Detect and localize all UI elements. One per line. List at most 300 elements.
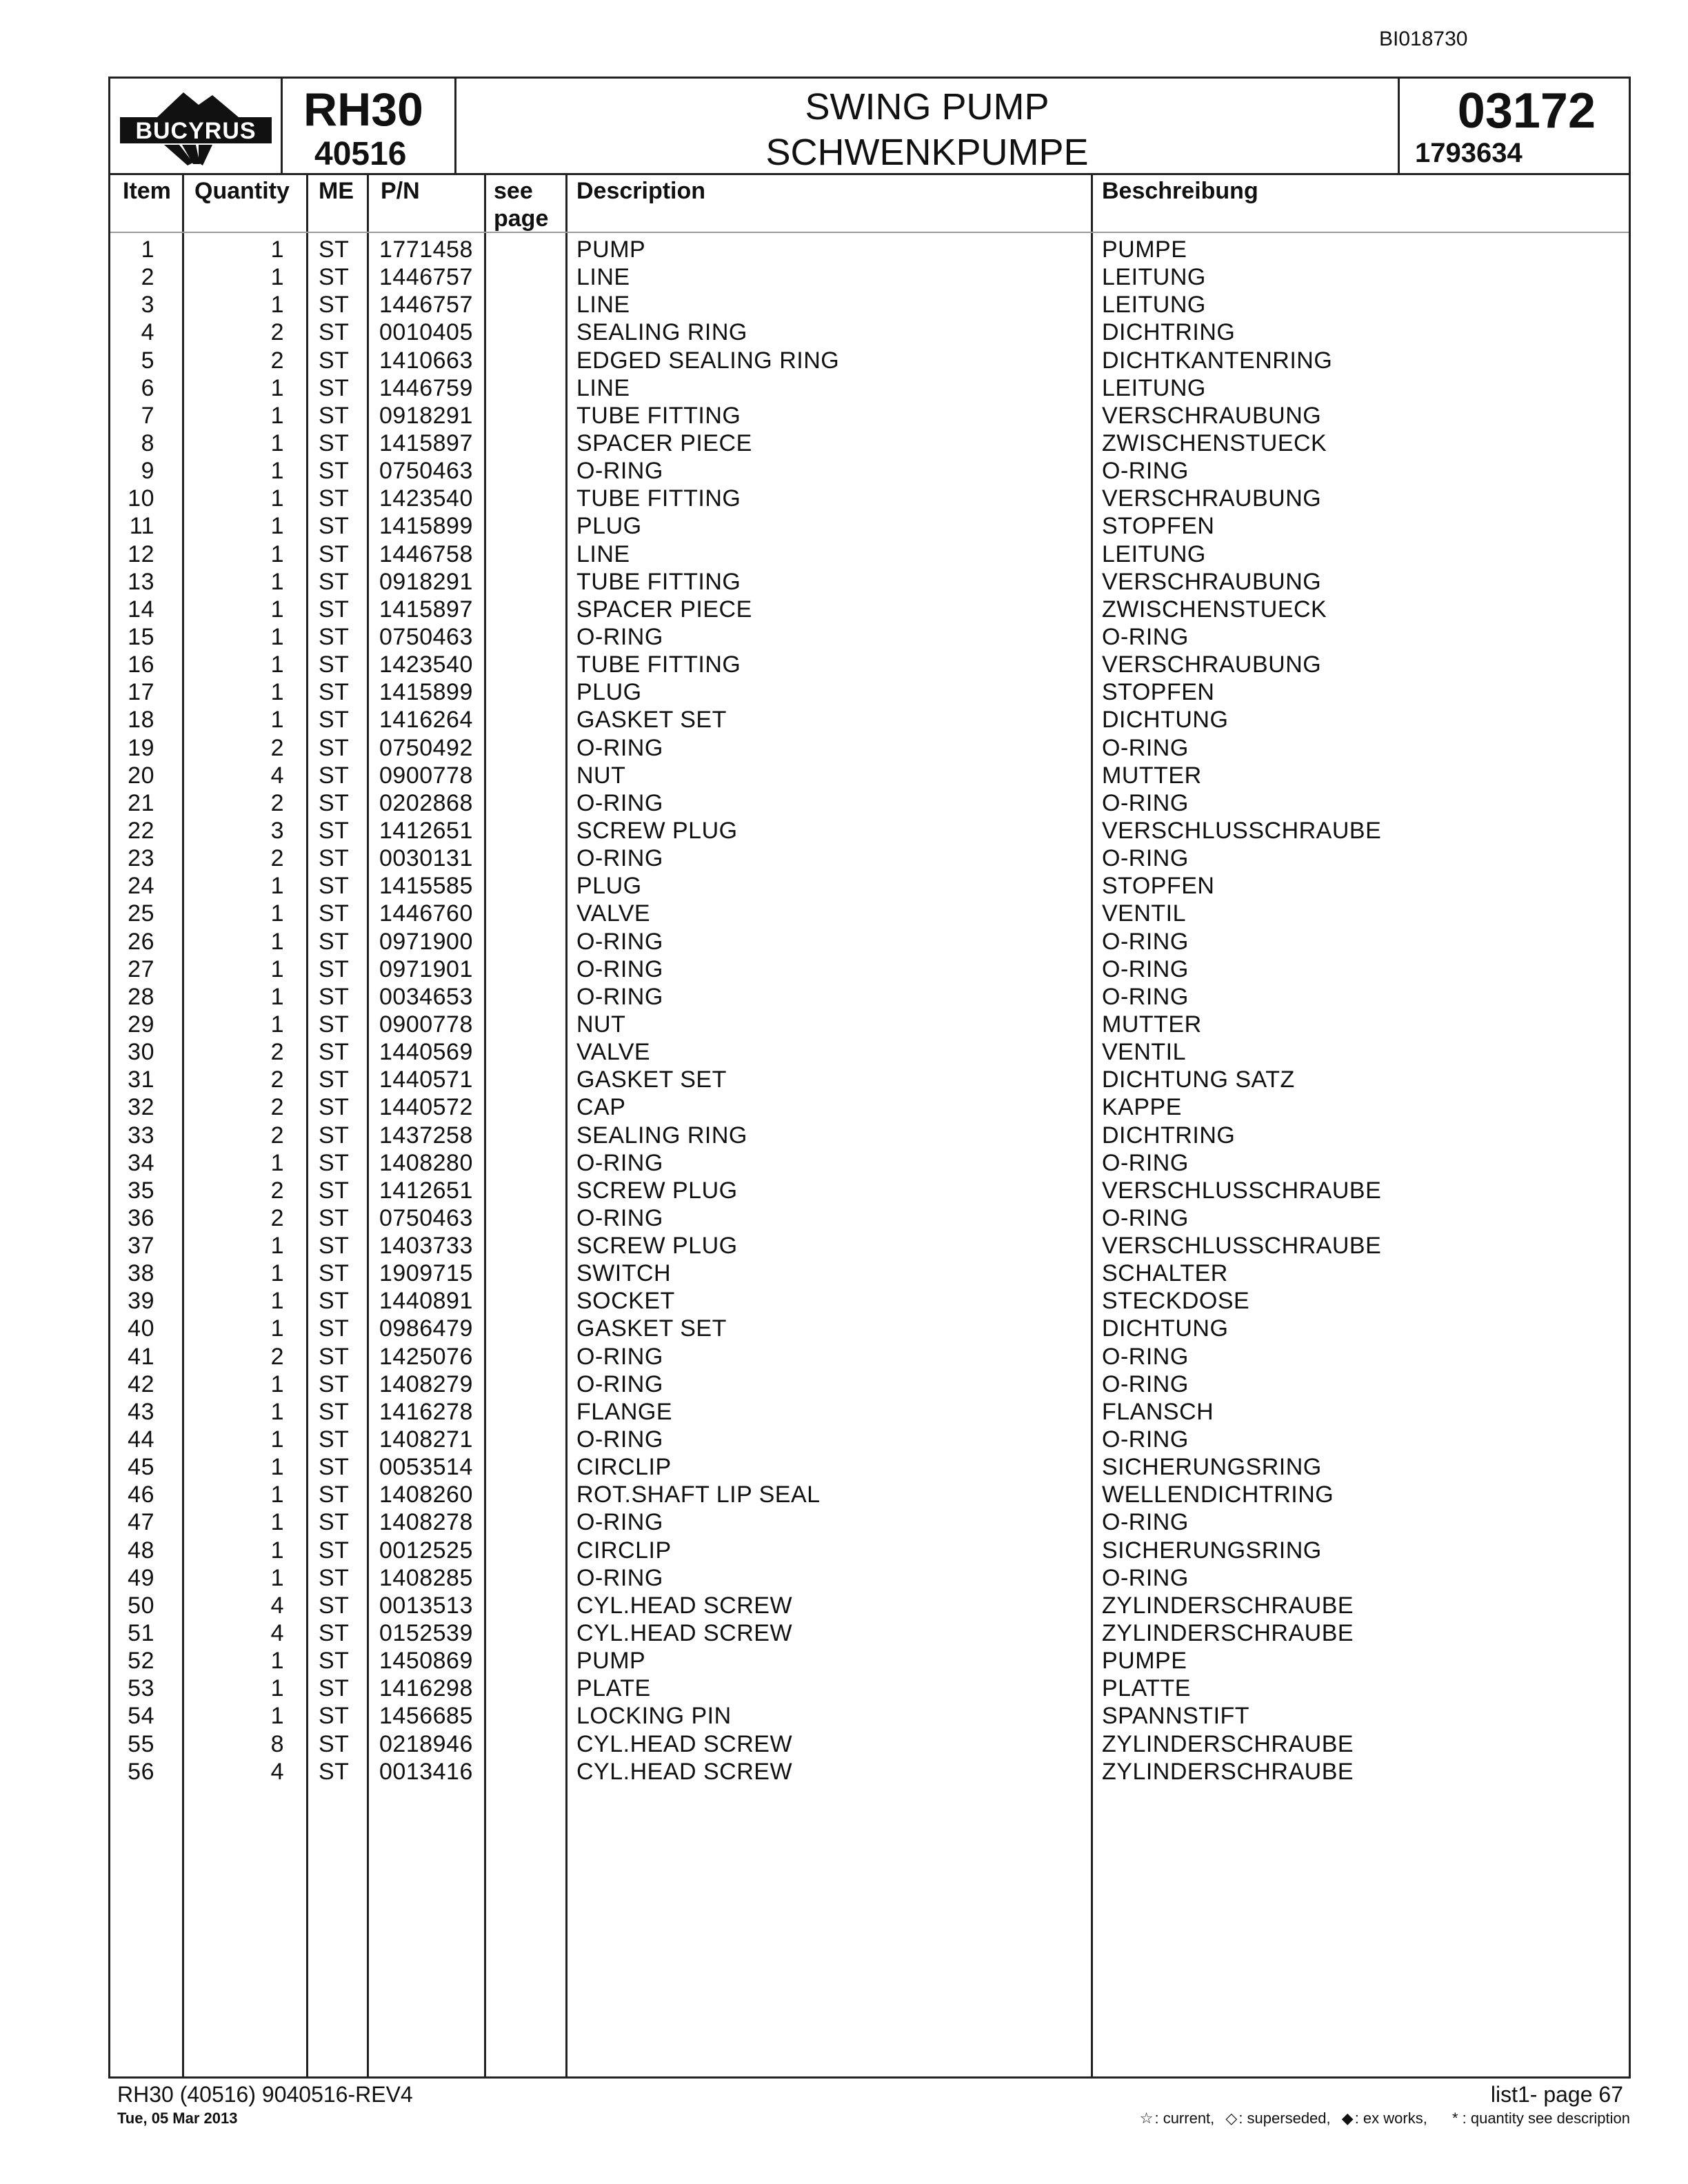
- description: O-RING: [576, 1343, 663, 1370]
- table-row: [110, 485, 1629, 512]
- title-english: SWING PUMP: [805, 86, 1049, 128]
- unit: ST: [319, 651, 350, 678]
- table-row: [110, 623, 1629, 651]
- beschreibung: DICHTKANTENRING: [1102, 347, 1333, 374]
- beschreibung: DICHTUNG: [1102, 1315, 1229, 1342]
- description: O-RING: [576, 789, 663, 816]
- unit: ST: [319, 1426, 350, 1453]
- quantity: 1: [270, 568, 284, 595]
- table-row: [110, 1730, 1629, 1758]
- beschreibung: STOPFEN: [1102, 513, 1215, 540]
- item-number: 13: [128, 568, 154, 595]
- item-number: 27: [128, 956, 154, 982]
- beschreibung: VERSCHLUSSCHRAUBE: [1102, 1233, 1382, 1260]
- description: GASKET SET: [576, 707, 727, 734]
- item-number: 17: [128, 679, 154, 706]
- description: CYL.HEAD SCREW: [576, 1730, 793, 1757]
- table-row: [110, 678, 1629, 706]
- table-row: [110, 928, 1629, 956]
- quantity: 3: [270, 817, 284, 844]
- beschreibung: VENTIL: [1102, 900, 1187, 927]
- part-number: 1415899: [379, 513, 473, 540]
- beschreibung: O-RING: [1102, 928, 1189, 955]
- description: NUT: [576, 762, 626, 789]
- legend-current: : current,: [1154, 2110, 1215, 2127]
- beschreibung: VERSCHLUSSCHRAUBE: [1102, 817, 1382, 844]
- item-number: 18: [128, 707, 154, 734]
- item-number: 9: [141, 458, 154, 485]
- model-number: 40516: [314, 136, 407, 172]
- part-number: 1446757: [379, 292, 473, 318]
- table-row: [110, 1426, 1629, 1453]
- beschreibung: SCHALTER: [1102, 1260, 1228, 1287]
- bucyrus-logo: [110, 79, 283, 173]
- item-number: 22: [128, 817, 154, 844]
- item-number: 1: [141, 236, 154, 263]
- quantity: 1: [270, 983, 284, 1010]
- item-number: 20: [128, 762, 154, 789]
- item-number: 31: [128, 1066, 154, 1093]
- beschreibung: O-RING: [1102, 1426, 1189, 1453]
- title-german: SCHWENKPUMPE: [765, 132, 1089, 173]
- unit: ST: [319, 1648, 350, 1675]
- footer-page: list1- page 67: [1490, 2082, 1623, 2107]
- part-number: 0012525: [379, 1537, 473, 1564]
- footer-date: Tue, 05 Mar 2013: [117, 2110, 238, 2127]
- item-number: 7: [141, 402, 154, 429]
- table-row: [110, 1508, 1629, 1536]
- quantity: 1: [270, 1371, 284, 1397]
- beschreibung: DICHTRING: [1102, 319, 1236, 346]
- part-number: 1415897: [379, 429, 473, 456]
- item-number: 35: [128, 1177, 154, 1204]
- table-row: [110, 374, 1629, 402]
- item-number: 44: [128, 1426, 154, 1453]
- model-name: RH30: [303, 83, 423, 136]
- unit: ST: [319, 513, 350, 540]
- beschreibung: ZWISCHENSTUECK: [1102, 596, 1327, 623]
- col-header-item: Item: [123, 178, 171, 204]
- quantity: 1: [270, 264, 284, 291]
- quantity: 1: [270, 679, 284, 706]
- table-row: [110, 512, 1629, 540]
- part-number: 1412651: [379, 817, 473, 844]
- quantity: 1: [270, 1233, 284, 1260]
- table-row: [110, 1453, 1629, 1481]
- beschreibung: ZYLINDERSCHRAUBE: [1102, 1592, 1354, 1619]
- description: TUBE FITTING: [576, 651, 741, 678]
- part-number: 0986479: [379, 1315, 473, 1342]
- part-number: 0013416: [379, 1758, 473, 1785]
- item-number: 8: [141, 429, 154, 456]
- beschreibung: KAPPE: [1102, 1094, 1182, 1121]
- beschreibung: SPANNSTIFT: [1102, 1703, 1250, 1730]
- quantity: 1: [270, 1315, 284, 1342]
- description: O-RING: [576, 845, 663, 872]
- item-number: 55: [128, 1730, 154, 1757]
- quantity: 4: [270, 762, 284, 789]
- table-row: [110, 1315, 1629, 1342]
- part-number: 1423540: [379, 485, 473, 512]
- item-number: 32: [128, 1094, 154, 1121]
- description: SPACER PIECE: [576, 596, 752, 623]
- table-row: [110, 1619, 1629, 1647]
- part-number: 1416264: [379, 707, 473, 734]
- description: PLUG: [576, 679, 642, 706]
- part-number: 1440572: [379, 1094, 473, 1121]
- quantity: 1: [270, 1648, 284, 1675]
- item-number: 2: [141, 264, 154, 291]
- description: TUBE FITTING: [576, 568, 741, 595]
- unit: ST: [319, 1149, 350, 1176]
- part-number: 1440571: [379, 1066, 473, 1093]
- part-number: 1456685: [379, 1703, 473, 1730]
- unit: ST: [319, 236, 350, 263]
- beschreibung: PLATTE: [1102, 1675, 1191, 1702]
- description: O-RING: [576, 956, 663, 982]
- table-row: [110, 651, 1629, 678]
- table-row: [110, 1481, 1629, 1508]
- description: TUBE FITTING: [576, 402, 741, 429]
- table-row: [110, 1343, 1629, 1371]
- quantity: 1: [270, 1703, 284, 1730]
- unit: ST: [319, 623, 350, 650]
- description: LOCKING PIN: [576, 1703, 732, 1730]
- description: O-RING: [576, 1509, 663, 1536]
- description: CYL.HEAD SCREW: [576, 1620, 793, 1647]
- quantity: 1: [270, 540, 284, 567]
- part-number: 1450869: [379, 1648, 473, 1675]
- description: GASKET SET: [576, 1315, 727, 1342]
- table-row: [110, 845, 1629, 872]
- quantity: 1: [270, 1509, 284, 1536]
- unit: ST: [319, 679, 350, 706]
- unit: ST: [319, 1730, 350, 1757]
- quantity: 1: [270, 1537, 284, 1564]
- description: O-RING: [576, 623, 663, 650]
- unit: ST: [319, 1122, 350, 1149]
- part-number: 1909715: [379, 1260, 473, 1287]
- beschreibung: ZYLINDERSCHRAUBE: [1102, 1758, 1354, 1785]
- description: O-RING: [576, 983, 663, 1010]
- unit: ST: [319, 983, 350, 1010]
- item-number: 49: [128, 1564, 154, 1591]
- description: FLANGE: [576, 1398, 673, 1425]
- quantity: 4: [270, 1620, 284, 1647]
- part-number: 0750463: [379, 458, 473, 485]
- description: SCREW PLUG: [576, 817, 738, 844]
- item-number: 41: [128, 1343, 154, 1370]
- table-row: [110, 1122, 1629, 1149]
- unit: ST: [319, 1204, 350, 1231]
- item-number: 28: [128, 983, 154, 1010]
- unit: ST: [319, 402, 350, 429]
- parts-list: [110, 236, 1629, 1786]
- unit: ST: [319, 540, 350, 567]
- description: SPACER PIECE: [576, 429, 752, 456]
- part-number: 1408285: [379, 1564, 473, 1591]
- description: PLUG: [576, 873, 642, 900]
- unit: ST: [319, 292, 350, 318]
- description: LINE: [576, 292, 630, 318]
- diamond-outline-icon: ◇: [1225, 2110, 1238, 2127]
- item-number: 5: [141, 347, 154, 374]
- part-number: 1446758: [379, 540, 473, 567]
- col-header-pn: P/N: [381, 178, 420, 204]
- unit: ST: [319, 568, 350, 595]
- description: SEALING RING: [576, 1122, 747, 1149]
- description: PLUG: [576, 513, 642, 540]
- table-row: [110, 1204, 1629, 1232]
- part-number: 1423540: [379, 651, 473, 678]
- table-row: [110, 347, 1629, 374]
- beschreibung: O-RING: [1102, 983, 1189, 1010]
- table-row: [110, 596, 1629, 623]
- table-row: [110, 706, 1629, 734]
- parts-sheet: [108, 77, 1631, 2079]
- table-row: [110, 1149, 1629, 1177]
- part-number: 0218946: [379, 1730, 473, 1757]
- part-number: 0034653: [379, 983, 473, 1010]
- description: LINE: [576, 264, 630, 291]
- item-number: 54: [128, 1703, 154, 1730]
- item-number: 21: [128, 789, 154, 816]
- item-number: 11: [129, 513, 154, 540]
- quantity: 2: [270, 319, 284, 346]
- table-row: [110, 1398, 1629, 1426]
- quantity: 1: [270, 1675, 284, 1702]
- unit: ST: [319, 264, 350, 291]
- unit: ST: [319, 707, 350, 734]
- part-number: 1408280: [379, 1149, 473, 1176]
- description: CIRCLIP: [576, 1537, 672, 1564]
- unit: ST: [319, 1564, 350, 1591]
- description: PLATE: [576, 1675, 651, 1702]
- item-number: 29: [128, 1011, 154, 1038]
- table-row: [110, 429, 1629, 457]
- quantity: 1: [270, 292, 284, 318]
- beschreibung: O-RING: [1102, 1509, 1189, 1536]
- beschreibung: O-RING: [1102, 1204, 1189, 1231]
- part-number: 1412651: [379, 1177, 473, 1204]
- quantity: 1: [270, 374, 284, 401]
- table-row: [110, 1066, 1629, 1093]
- part-number: 1410663: [379, 347, 473, 374]
- table-row: [110, 1260, 1629, 1287]
- part-number: 1408278: [379, 1509, 473, 1536]
- table-row: [110, 872, 1629, 900]
- description: O-RING: [576, 734, 663, 761]
- item-number: 6: [141, 374, 154, 401]
- unit: ST: [319, 956, 350, 982]
- beschreibung: STOPFEN: [1102, 679, 1215, 706]
- unit: ST: [319, 347, 350, 374]
- description: PUMP: [576, 236, 646, 263]
- beschreibung: PUMPE: [1102, 1648, 1187, 1675]
- beschreibung: O-RING: [1102, 845, 1189, 872]
- item-number: 39: [128, 1288, 154, 1315]
- item-number: 14: [128, 596, 154, 623]
- part-number: 0053514: [379, 1454, 473, 1481]
- beschreibung: WELLENDICHTRING: [1102, 1482, 1334, 1508]
- table-row: [110, 540, 1629, 568]
- item-number: 36: [128, 1204, 154, 1231]
- item-number: 3: [141, 292, 154, 318]
- table-row: [110, 318, 1629, 346]
- description: PUMP: [576, 1648, 646, 1675]
- table-row: [110, 1758, 1629, 1786]
- document-id: BI018730: [1379, 28, 1468, 50]
- unit: ST: [319, 596, 350, 623]
- beschreibung: O-RING: [1102, 1371, 1189, 1397]
- table-row: [110, 1675, 1629, 1702]
- description: O-RING: [576, 1149, 663, 1176]
- unit: ST: [319, 928, 350, 955]
- item-number: 43: [128, 1398, 154, 1425]
- unit: ST: [319, 458, 350, 485]
- part-number: 1415899: [379, 679, 473, 706]
- beschreibung: ZWISCHENSTUECK: [1102, 429, 1327, 456]
- beschreibung: STOPFEN: [1102, 873, 1215, 900]
- part-number: 0918291: [379, 568, 473, 595]
- quantity: 1: [270, 651, 284, 678]
- beschreibung: LEITUNG: [1102, 540, 1206, 567]
- beschreibung: VERSCHRAUBUNG: [1102, 402, 1322, 429]
- description: VALVE: [576, 900, 651, 927]
- description: SOCKET: [576, 1288, 675, 1315]
- unit: ST: [319, 1233, 350, 1260]
- unit: ST: [319, 1343, 350, 1370]
- quantity: 4: [270, 1758, 284, 1785]
- description: O-RING: [576, 1564, 663, 1591]
- item-number: 33: [128, 1122, 154, 1149]
- item-number: 53: [128, 1675, 154, 1702]
- part-number: 0971900: [379, 928, 473, 955]
- unit: ST: [319, 1398, 350, 1425]
- unit: ST: [319, 319, 350, 346]
- unit: ST: [319, 429, 350, 456]
- description: LINE: [576, 540, 630, 567]
- item-number: 16: [128, 651, 154, 678]
- quantity: 1: [270, 900, 284, 927]
- table-row: [110, 789, 1629, 817]
- beschreibung: VERSCHRAUBUNG: [1102, 485, 1322, 512]
- item-number: 50: [128, 1592, 154, 1619]
- quantity: 1: [270, 1011, 284, 1038]
- item-number: 26: [128, 928, 154, 955]
- quantity: 1: [270, 1426, 284, 1453]
- item-number: 23: [128, 845, 154, 872]
- part-number: 0750492: [379, 734, 473, 761]
- quantity: 2: [270, 1343, 284, 1370]
- part-number: 0152539: [379, 1620, 473, 1647]
- quantity: 1: [270, 928, 284, 955]
- table-row: [110, 263, 1629, 291]
- quantity: 1: [270, 1149, 284, 1176]
- quantity: 4: [270, 1592, 284, 1619]
- col-header-description: Description: [576, 178, 706, 204]
- description: SCREW PLUG: [576, 1177, 738, 1204]
- item-number: 56: [128, 1758, 154, 1785]
- part-number: 1437258: [379, 1122, 473, 1149]
- item-number: 45: [128, 1454, 154, 1481]
- table-row: [110, 457, 1629, 485]
- quantity: 1: [270, 458, 284, 485]
- part-number: 1415897: [379, 596, 473, 623]
- part-number: 1440569: [379, 1039, 473, 1066]
- unit: ST: [319, 1454, 350, 1481]
- unit: ST: [319, 900, 350, 927]
- header-rule: [110, 232, 1629, 233]
- diamond-filled-icon: ◆: [1341, 2110, 1354, 2127]
- beschreibung: VERSCHRAUBUNG: [1102, 651, 1322, 678]
- part-number: 1446759: [379, 374, 473, 401]
- beschreibung: VERSCHLUSSCHRAUBE: [1102, 1177, 1382, 1204]
- item-number: 4: [141, 319, 154, 346]
- quantity: 1: [270, 429, 284, 456]
- legend-quantity: * : quantity see description: [1451, 2110, 1630, 2127]
- part-number: 1403733: [379, 1233, 473, 1260]
- description: VALVE: [576, 1039, 651, 1066]
- part-number: 1408271: [379, 1426, 473, 1453]
- table-row: [110, 1647, 1629, 1675]
- quantity: 1: [270, 623, 284, 650]
- quantity: 1: [270, 1260, 284, 1287]
- beschreibung: O-RING: [1102, 1343, 1189, 1370]
- table-row: [110, 236, 1629, 263]
- part-number: 0013513: [379, 1592, 473, 1619]
- bucyrus-logo-icon: [116, 85, 276, 167]
- item-number: 42: [128, 1371, 154, 1397]
- description: TUBE FITTING: [576, 485, 741, 512]
- beschreibung: FLANSCH: [1102, 1398, 1214, 1425]
- model-box: [283, 79, 456, 173]
- logo-text: BUCYRUS: [135, 118, 257, 144]
- quantity: 1: [270, 956, 284, 982]
- table-row: [110, 1702, 1629, 1730]
- table-row: [110, 402, 1629, 429]
- table-row: [110, 1177, 1629, 1204]
- unit: ST: [319, 762, 350, 789]
- quantity: 1: [270, 513, 284, 540]
- part-number: 1408260: [379, 1482, 473, 1508]
- part-number: 0918291: [379, 402, 473, 429]
- col-header-page: page: [494, 205, 549, 232]
- part-number: 1416298: [379, 1675, 473, 1702]
- quantity: 2: [270, 1094, 284, 1121]
- part-number: 1408279: [379, 1371, 473, 1397]
- star-icon: ☆: [1139, 2110, 1154, 2127]
- table-row: [110, 1093, 1629, 1121]
- table-row: [110, 983, 1629, 1011]
- quantity: 1: [270, 707, 284, 734]
- footer-reference: RH30 (40516) 9040516-REV4: [117, 2082, 413, 2107]
- legend-exworks: : ex works,: [1354, 2110, 1427, 2127]
- beschreibung: VENTIL: [1102, 1039, 1187, 1066]
- unit: ST: [319, 1315, 350, 1342]
- unit: ST: [319, 789, 350, 816]
- item-number: 34: [128, 1149, 154, 1176]
- part-number: 1446760: [379, 900, 473, 927]
- unit: ST: [319, 873, 350, 900]
- description: SWITCH: [576, 1260, 672, 1287]
- unit: ST: [319, 1509, 350, 1536]
- unit: ST: [319, 1260, 350, 1287]
- description: GASKET SET: [576, 1066, 727, 1093]
- beschreibung: ZYLINDERSCHRAUBE: [1102, 1730, 1354, 1757]
- beschreibung: VERSCHRAUBUNG: [1102, 568, 1322, 595]
- part-number: 1415585: [379, 873, 473, 900]
